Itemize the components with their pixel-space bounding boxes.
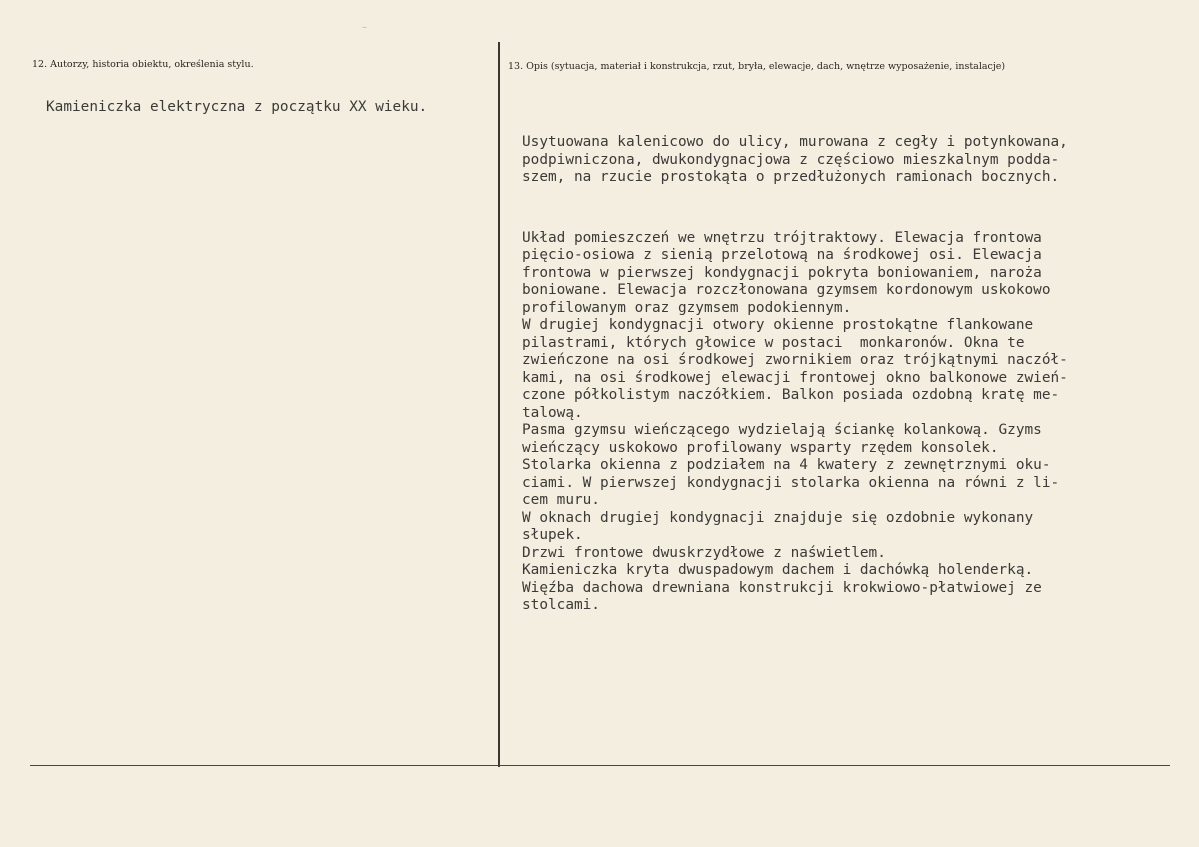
bottom-rule [30,765,1170,766]
section-12-heading: 12. Autorzy, historia obiektu, określenia stylu. [32,59,254,70]
description-paragraph-2: Układ pomieszczeń we wnętrzu trójtraktowy. Elewacja frontowa pięcio-osiowa z sienią przelotową na środkowej osi. Elewacja frontowa w pierwszej kondygnacji pokryta boniowaniem, naroża boniowane. Elewacja rozczłonowana gzymsem kordonowym uskokowo profilowanym oraz gzymsem podokiennym. W drugiej kondygnacji otwory okienne prostokątne flankowane pilastrami, których głowice w postaci monkaronów. Okna te zwieńczone na osi środkowej zwornikiem oraz trójkątnymi naczół- kami, na osi środkowej elewacji frontowej okno balkonowe zwień- czone półkolistym naczółkiem. Balkon posiada ozdobną kratę me- talową. Pasma gzymsu wieńczącego wydzielają ściankę kolankową. Gzyms wieńczący uskokowo profilowany wsparty rzędem konsolek. Stolarka okienna z podziałem na 4 kwatery z zewnętrznymi oku- ciami. W pierwszej kondygnacji stolarka okienna na równi z li- cem muru. W oknach drugiej kondygnacji znajduje się ozdobnie wykonany słupek. Drzwi frontowe dwuskrzydłowe z naświetlem. Kamieniczka kryta dwuspadowym dachem i dachówką holenderką. Więźba dachowa drewniana konstrukcji krokwiowo-płatwiowej ze stolcami. [522,229,1068,613]
stray-mark: – [362,22,367,33]
section-13-heading: 13. Opis (sytuacja, materiał i konstrukcja, rzut, bryła, elewacje, dach, wnętrze wyposażenie, instalacje) [508,61,1006,72]
description-paragraph-1: Usytuowana kalenicowo do ulicy, murowana z cegły i potynkowana, podpiwniczona, dwukondygnacjowa z częściowo mieszkalnym podda- szem, na rzucie prostokąta o przedłużonych ramionach bocznych. [522,134,1068,185]
description-text [522,99,1068,650]
column-divider [498,42,500,767]
authors-history-text: Kamieniczka elektryczna z początku XX wieku. [46,99,428,115]
